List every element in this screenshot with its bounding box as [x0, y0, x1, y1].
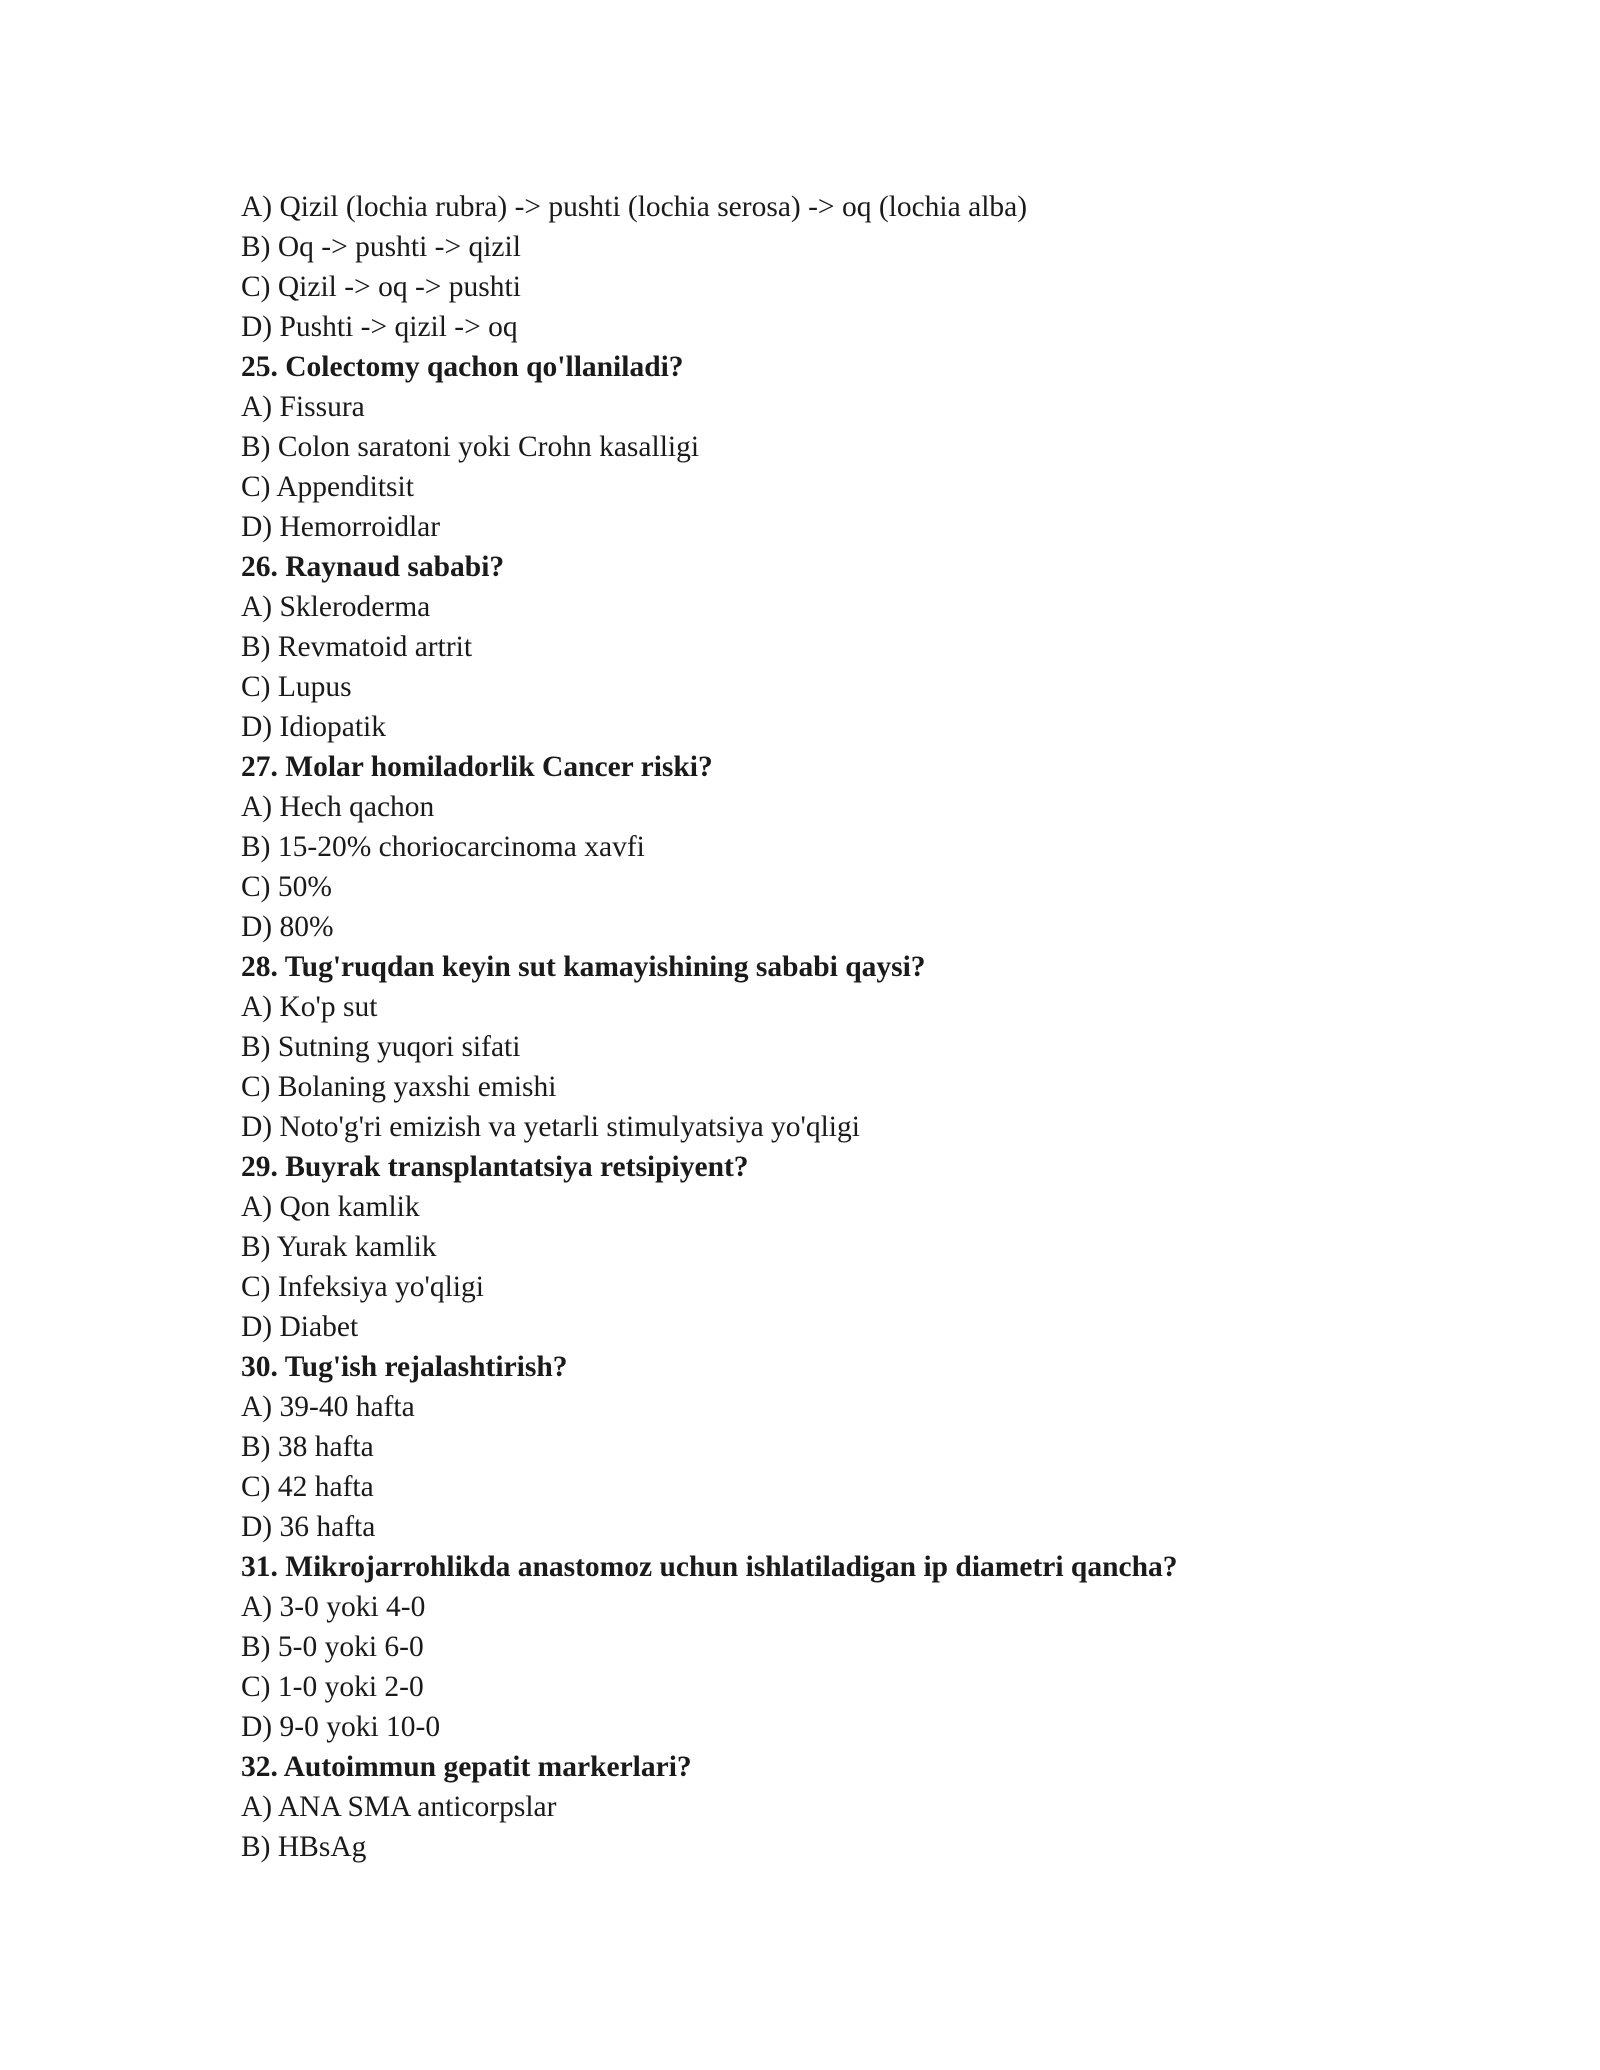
answer-option: D) Diabet	[241, 1311, 359, 1343]
answer-option: B) 38 hafta	[241, 1431, 374, 1463]
answer-option: B) Oq -> pushti -> qizil	[241, 231, 521, 263]
answer-option: D) Pushti -> qizil -> oq	[241, 311, 518, 343]
answer-option: B) 15-20% choriocarcinoma xavfi	[241, 831, 645, 863]
answer-option: D) 9-0 yoki 10-0	[241, 1711, 441, 1743]
answer-option: C) Lupus	[241, 671, 352, 703]
answer-option: B) HBsAg	[241, 1831, 367, 1863]
answer-option: B) Yurak kamlik	[241, 1231, 437, 1263]
answer-option: C) Infeksiya yo'qligi	[241, 1271, 484, 1303]
answer-option: A) Fissura	[241, 391, 365, 423]
answer-option: A) Hech qachon	[241, 791, 435, 823]
question-heading: 27. Molar homiladorlik Cancer riski?	[241, 751, 713, 783]
answer-option: A) Qon kamlik	[241, 1191, 420, 1223]
question-heading: 28. Tug'ruqdan keyin sut kamayishining sababi qaysi?	[241, 951, 926, 983]
question-heading: 26. Raynaud sababi?	[241, 551, 505, 583]
answer-option: B) Revmatoid artrit	[241, 631, 473, 663]
answer-option: A) Skleroderma	[241, 591, 431, 623]
answer-option: C) Bolaning yaxshi emishi	[241, 1071, 557, 1103]
answer-option: A) 3-0 yoki 4-0	[241, 1591, 426, 1623]
answer-option: D) Idiopatik	[241, 711, 387, 743]
answer-option: C) 1-0 yoki 2-0	[241, 1671, 424, 1703]
answer-option: A) ANA SMA anticorpslar	[241, 1791, 557, 1823]
answer-option: A) 39-40 hafta	[241, 1391, 415, 1423]
answer-option: B) 5-0 yoki 6-0	[241, 1631, 424, 1663]
question-heading: 31. Mikrojarrohlikda anastomoz uchun ishlatiladigan ip diametri qancha?	[241, 1551, 1178, 1583]
question-heading: 30. Tug'ish rejalashtirish?	[241, 1351, 568, 1383]
answer-option: D) 36 hafta	[241, 1511, 376, 1543]
answer-option: D) 80%	[241, 911, 334, 943]
answer-option: C) 42 hafta	[241, 1471, 374, 1503]
answer-option: C) 50%	[241, 871, 332, 903]
quiz-content	[241, 187, 1441, 1867]
question-heading: 32. Autoimmun gepatit markerlari?	[241, 1751, 692, 1783]
answer-option: C) Appenditsit	[241, 471, 414, 503]
answer-option: B) Sutning yuqori sifati	[241, 1031, 521, 1063]
answer-option: C) Qizil -> oq -> pushti	[241, 271, 521, 303]
answer-option: B) Colon saratoni yoki Crohn kasalligi	[241, 431, 700, 463]
answer-option: A) Ko'p sut	[241, 991, 378, 1023]
answer-option: D) Hemorroidlar	[241, 511, 441, 543]
question-heading: 25. Colectomy qachon qo'llaniladi?	[241, 351, 684, 383]
answer-option: D) Noto'g'ri emizish va yetarli stimulyatsiya yo'qligi	[241, 1111, 860, 1143]
question-heading: 29. Buyrak transplantatsiya retsipiyent?	[241, 1151, 749, 1183]
answer-option: A) Qizil (lochia rubra) -> pushti (lochia serosa) -> oq (lochia alba)	[241, 191, 1028, 223]
